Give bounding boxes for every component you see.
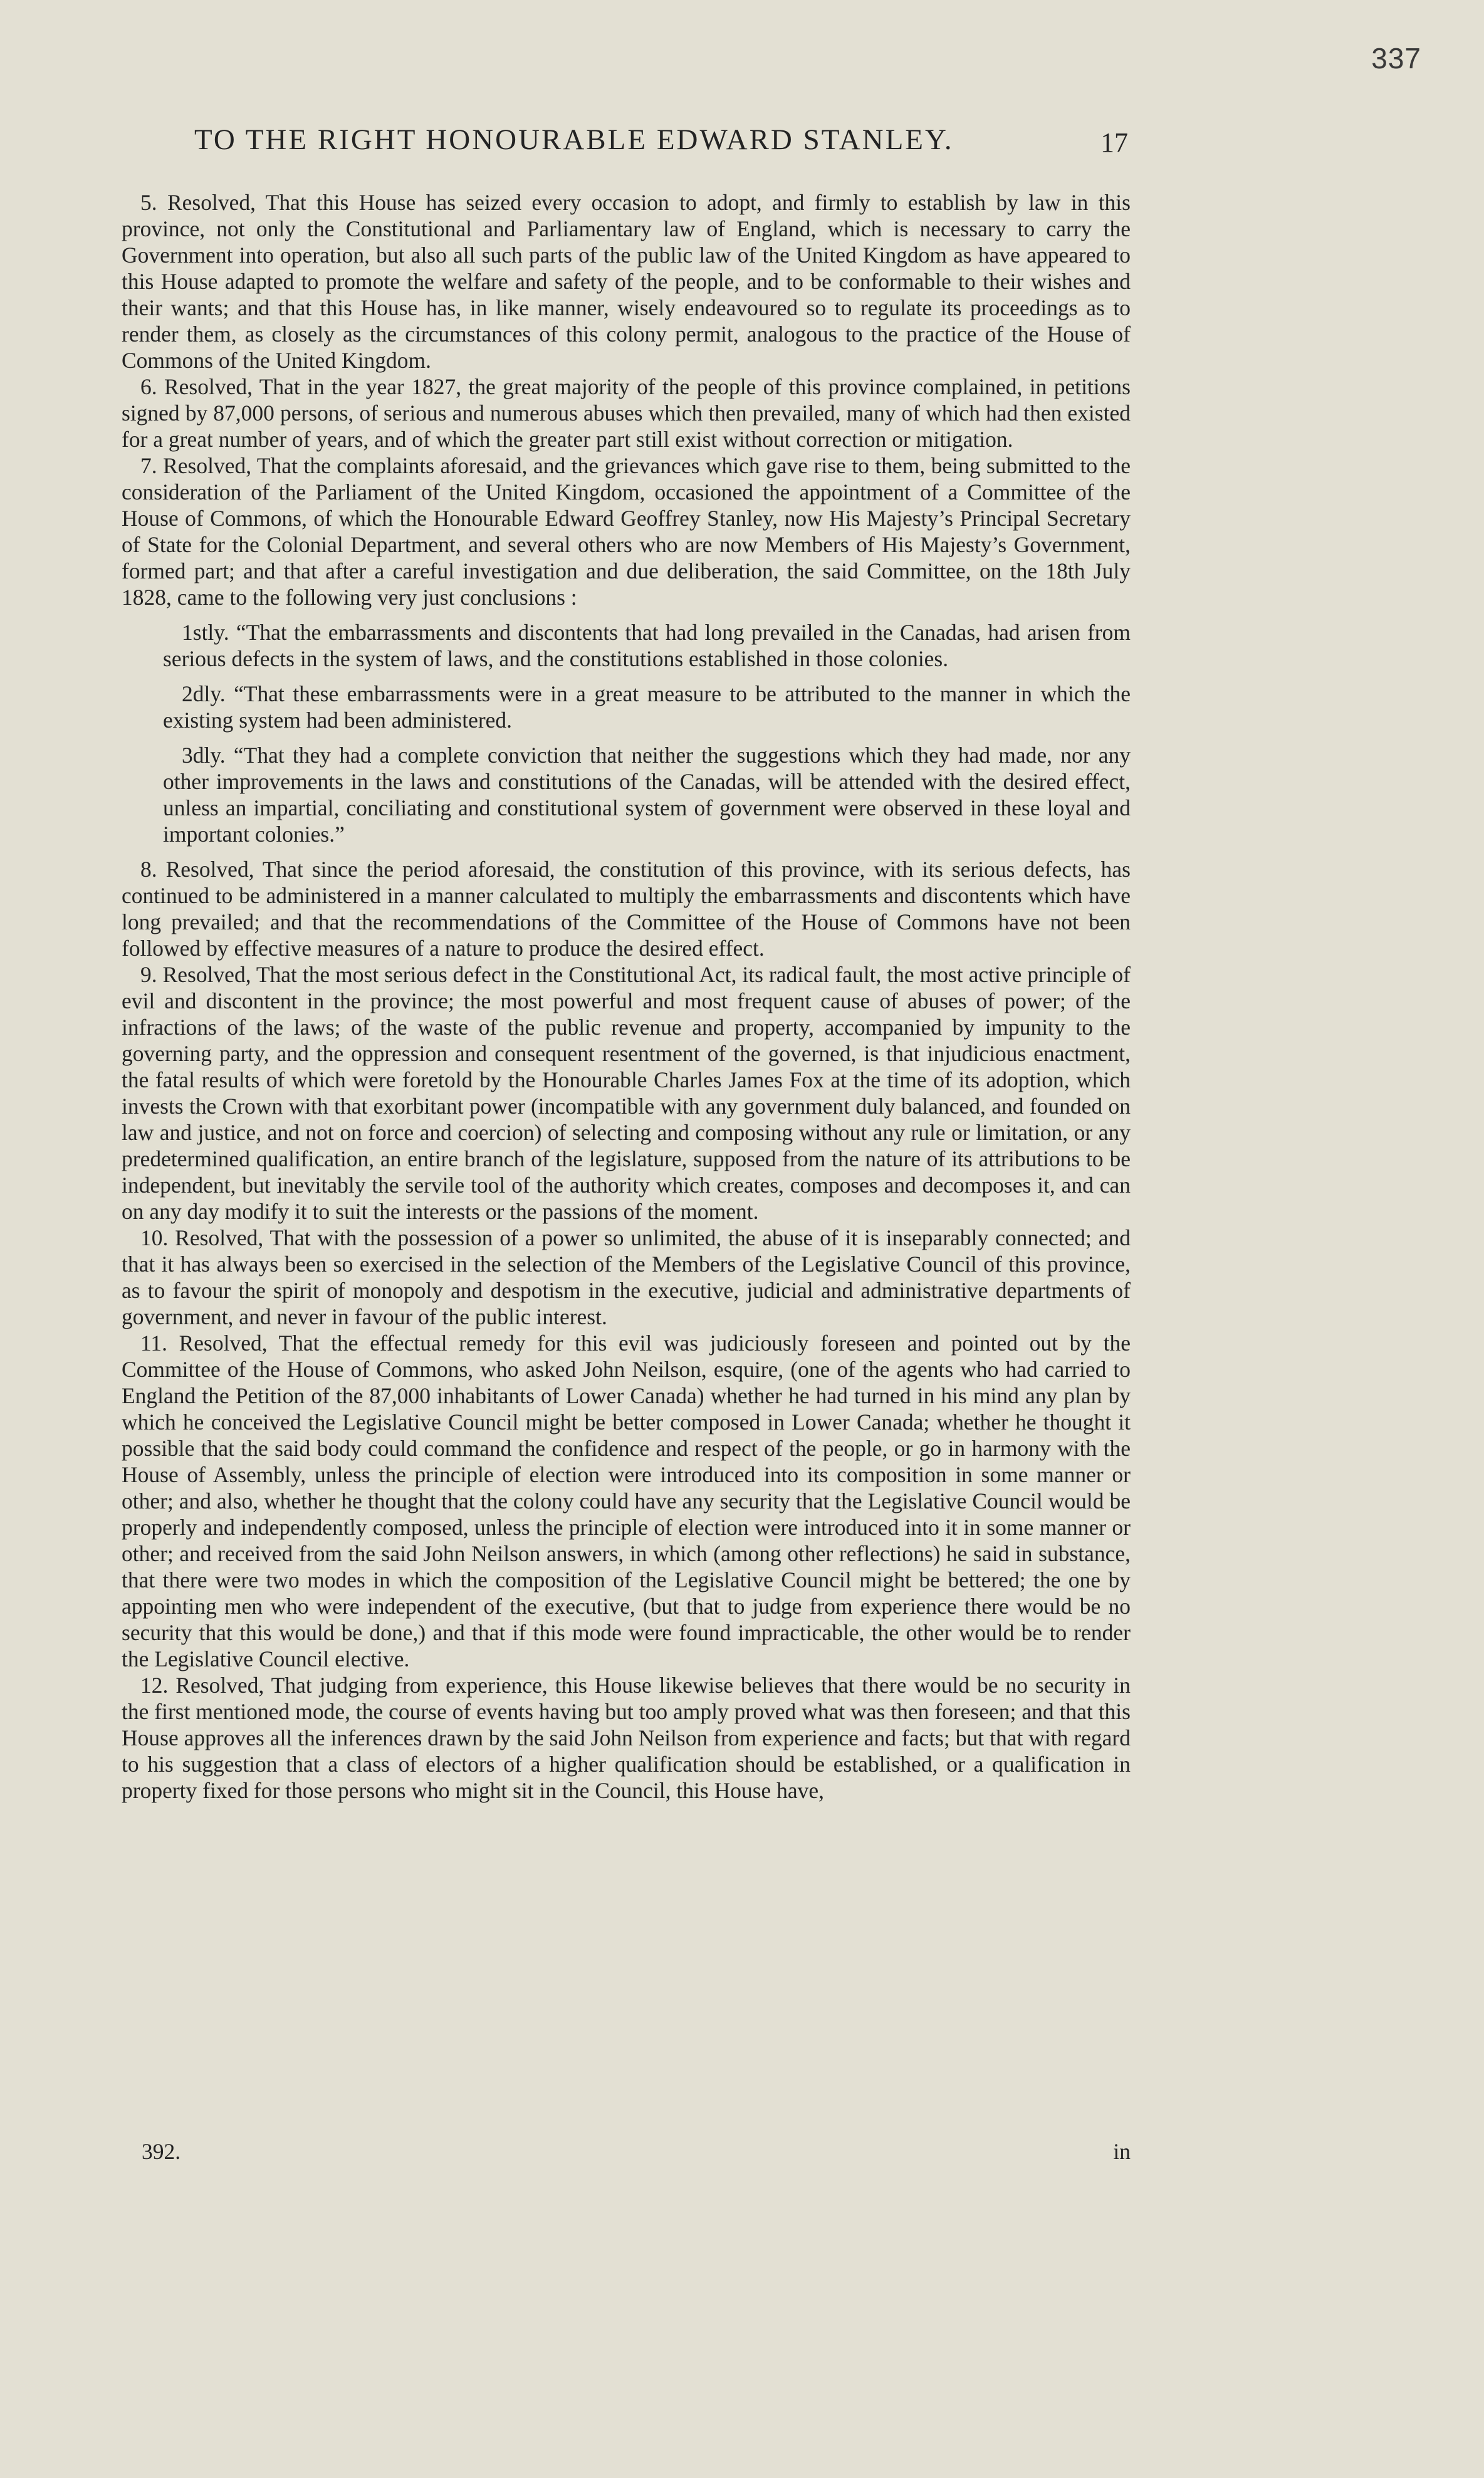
- body-text: [122, 189, 1131, 1804]
- running-head: [194, 123, 1128, 167]
- signature-mark: 392.: [142, 2139, 181, 2164]
- catchword: in: [1113, 2139, 1131, 2164]
- sub-paragraph: 3dly. “That they had a complete conviction that neither the suggestions which they had made, nor any other improvements in the laws and constitutions of the Canadas, will be attended with the desired effect, unless an impartial, conciliating and constitutional system of government were observed in these loyal and important colonies.”: [163, 743, 1131, 847]
- resolution-paragraph: 11. Resolved, That the effectual remedy for this evil was judiciously foreseen and pointed out by the Committee of the House of Commons, who asked John Neilson, esquire, (one of the agents who had carried to England the Petition of the 87,000 inhabitants of Lower Canada) whether he had turned in his mind any plan by which he conceived the Legislative Council might be better composed in Lower Canada; whether he thought it possible that the said body could command the confidence and respect of the people, or go in harmony with the House of Assembly, unless the principle of election were introduced into its composition in some manner or other; and also, whether he thought that the colony could have any security that the Legislative Council would be properly and independently composed, unless the principle of election were introduced into it in some manner or other; and received from the said John Neilson answers, in which (among other reflections) he said in substance, that there were two modes in which the composition of the Legislative Council might be bettered; the one by appointing men who were independent of the executive, (but that to judge from experience there would be no security that this would be done,) and that if this mode were found impracticable, the other would be to render the Legislative Council elective.: [122, 1330, 1131, 1671]
- page-footer: [142, 2138, 1131, 2170]
- page-number: 337: [1371, 42, 1421, 75]
- resolution-paragraph: 5. Resolved, That this House has seized every occasion to adopt, and firmly to establish by law in this province, not only the Constitutional and Parliamentary law of England, which is necessary to carry the Government into operation, but also all such parts of the public law of the United Kingdom as have appeared to this House adapted to promote the welfare and safety of the people, and to be conformable to their wishes and their wants; and that this House has, in like manner, wisely endeavoured so to regulate its proceedings as to render them, as closely as the circumstances of this colony permit, analogous to the practice of the House of Commons of the United Kingdom.: [122, 190, 1131, 373]
- resolution-paragraph: 10. Resolved, That with the possession of a power so unlimited, the abuse of it is inseparably connected; and that it has always been so exercised in the selection of the Members of the Legislative Council of this province, as to favour the spirit of monopoly and despotism in the executive, judicial and administrative departments of government, and never in favour of the public interest.: [122, 1225, 1131, 1329]
- resolution-paragraph: 8. Resolved, That since the period aforesaid, the constitution of this province, with its serious defects, has continued to be administered in a manner calculated to multiply the embarrassments and discontents which have long prevailed; and that the recommendations of the Committee of the House of Commons have not been followed by effective measures of a nature to produce the desired effect.: [122, 857, 1131, 961]
- resolution-paragraph: 9. Resolved, That the most serious defect in the Constitutional Act, its radical fault, the most active principle of evil and discontent in the province; the most powerful and most frequent cause of abuses of power; of the infractions of the laws; of the waste of the public revenue and property, accompanied by impunity to the governing party, and the oppression and consequent resentment of the governed, is that injudicious enactment, the fatal results of which were foretold by the Honourable Charles James Fox at the time of its adoption, which invests the Crown with that exorbitant power (incompatible with any government duly balanced, and founded on law and justice, and not on force and coercion) of selecting and composing without any rule or limitation, or any predetermined qualification, an entire branch of the legislature, supposed from the nature of its attributions to be independent, but inevitably the servile tool of the authority which creates, composes and decomposes it, and can on any day modify it to suit the interests or the passions of the moment.: [122, 962, 1131, 1224]
- resolution-paragraph: 7. Resolved, That the complaints aforesaid, and the grievances which gave rise to them, being submitted to the consideration of the Parliament of the United Kingdom, occasioned the appointment of a Committee of the House of Commons, of which the Honourable Edward Geoffrey Stanley, now His Majesty’s Principal Secretary of State for the Colonial Department, and several others who are now Members of His Majesty’s Government, formed part; and that after a careful investigation and due deliberation, the said Committee, on the 18th July 1828, came to the following very just conclusions :: [122, 453, 1131, 610]
- sub-paragraph: 1stly. “That the embarrassments and discontents that had long prevailed in the Canadas, had arisen from serious defects in the system of laws, and the constitutions established in those colonies.: [163, 620, 1131, 671]
- folio-number: 17: [1100, 127, 1128, 158]
- sub-paragraph: 2dly. “That these embarrassments were in a great measure to be attributed to the manner in which the existing system had been administered.: [163, 681, 1131, 733]
- resolution-paragraph: 6. Resolved, That in the year 1827, the great majority of the people of this province complained, in petitions signed by 87,000 persons, of serious and numerous abuses which then prevailed, many of which had then existed for a great number of years, and of which the greater part still exist without correction or mitigation.: [122, 374, 1131, 452]
- running-title: TO THE RIGHT HONOURABLE EDWARD STANLEY.: [194, 123, 954, 156]
- resolution-paragraph: 12. Resolved, That judging from experience, this House likewise believes that there would be no security in the first mentioned mode, the course of events having but too amply proved what was then foreseen; and that this House approves all the inferences drawn by the said John Neilson from experience and facts; but that with regard to his suggestion that a class of electors of a higher qualification should be established, or a qualification in property fixed for those persons who might sit in the Council, this House have,: [122, 1673, 1131, 1803]
